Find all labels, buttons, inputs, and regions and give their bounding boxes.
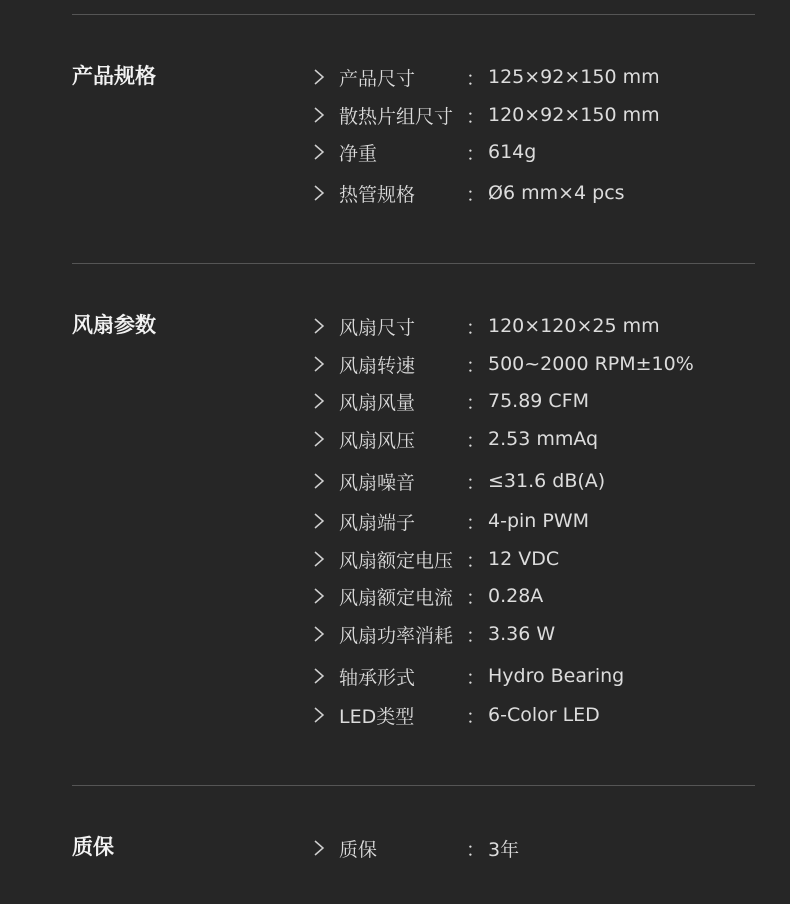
spec-row: [312, 388, 589, 414]
spec-row: [312, 426, 598, 452]
spec-colon: ：: [465, 391, 485, 414]
spec-row: [312, 468, 605, 494]
chevron-right-icon: [312, 624, 326, 644]
spec-label: 质保: [339, 838, 378, 861]
spec-label: 风扇额定电压: [339, 549, 454, 572]
chevron-right-icon: [312, 549, 326, 569]
spec-colon: ：: [465, 511, 485, 534]
spec-row: [312, 64, 660, 90]
spec-colon: ：: [465, 624, 485, 647]
spec-value: 3.36 W: [488, 623, 556, 645]
chevron-right-icon: [312, 105, 326, 125]
spec-label: 热管规格: [339, 183, 416, 206]
spec-value: 3年: [488, 838, 520, 861]
chevron-right-icon: [312, 67, 326, 87]
spec-colon: ：: [465, 471, 485, 494]
spec-label: 散热片组尺寸: [339, 105, 454, 128]
spec-row: [312, 313, 660, 339]
spec-row: [312, 835, 519, 861]
spec-colon: ：: [465, 666, 485, 689]
spec-value: 120×120×25 mm: [488, 315, 660, 337]
chevron-right-icon: [312, 354, 326, 374]
spec-value: 75.89 CFM: [488, 390, 590, 412]
spec-label: 净重: [339, 142, 378, 165]
spec-label: 风扇风量: [339, 391, 416, 414]
chevron-right-icon: [312, 142, 326, 162]
spec-value: 6-Color LED: [488, 704, 600, 726]
chevron-right-icon: [312, 666, 326, 686]
spec-value: 12 VDC: [488, 548, 560, 570]
spec-colon: ：: [465, 705, 485, 728]
spec-colon: ：: [465, 67, 485, 90]
spec-value: 125×92×150 mm: [488, 66, 660, 88]
spec-value: ≤31.6 dB(A): [488, 470, 606, 492]
spec-value: 120×92×150 mm: [488, 104, 660, 126]
chevron-right-icon: [312, 838, 326, 858]
spec-row: [312, 139, 536, 165]
chevron-right-icon: [312, 391, 326, 411]
spec-row: [312, 621, 555, 647]
spec-colon: ：: [465, 354, 485, 377]
spec-label: 风扇尺寸: [339, 316, 416, 339]
section-title-warranty: 质保: [72, 835, 114, 859]
spec-colon: ：: [465, 142, 485, 165]
chevron-right-icon: [312, 471, 326, 491]
spec-label: 风扇风压: [339, 429, 416, 452]
chevron-right-icon: [312, 705, 326, 725]
spec-value: Ø6 mm×4 pcs: [488, 182, 625, 204]
section-divider: [72, 785, 755, 786]
spec-value: 500~2000 RPM±10%: [488, 353, 694, 375]
spec-label: 风扇额定电流: [339, 586, 454, 609]
chevron-right-icon: [312, 511, 326, 531]
spec-value: Hydro Bearing: [488, 665, 625, 687]
spec-value: 4-pin PWM: [488, 510, 590, 532]
chevron-right-icon: [312, 316, 326, 336]
spec-value: 0.28A: [488, 585, 544, 607]
chevron-right-icon: [312, 429, 326, 449]
spec-colon: ：: [465, 838, 485, 861]
chevron-right-icon: [312, 586, 326, 606]
spec-label: 风扇转速: [339, 354, 416, 377]
section-title-product-specs: 产品规格: [72, 64, 156, 88]
spec-label: 风扇噪音: [339, 471, 416, 494]
spec-label: 产品尺寸: [339, 67, 416, 90]
spec-value: 2.53 mmAq: [488, 428, 599, 450]
spec-label: LED类型: [339, 705, 415, 728]
section-divider: [72, 14, 755, 15]
spec-row: [312, 583, 543, 609]
spec-label: 轴承形式: [339, 666, 416, 689]
spec-label: 风扇端子: [339, 511, 416, 534]
spec-colon: ：: [465, 586, 485, 609]
spec-colon: ：: [465, 549, 485, 572]
spec-row: [312, 508, 589, 534]
spec-label: 风扇功率消耗: [339, 624, 454, 647]
spec-colon: ：: [465, 316, 485, 339]
section-title-fan-params: 风扇参数: [72, 313, 156, 337]
spec-value: 614g: [488, 141, 537, 163]
spec-row: [312, 102, 660, 128]
chevron-right-icon: [312, 183, 326, 203]
section-divider: [72, 263, 755, 264]
spec-row: [312, 180, 625, 206]
spec-colon: ：: [465, 183, 485, 206]
spec-row: [312, 663, 624, 689]
spec-colon: ：: [465, 429, 485, 452]
spec-row: [312, 702, 600, 728]
spec-colon: ：: [465, 105, 485, 128]
spec-row: [312, 546, 559, 572]
spec-row: [312, 351, 694, 377]
